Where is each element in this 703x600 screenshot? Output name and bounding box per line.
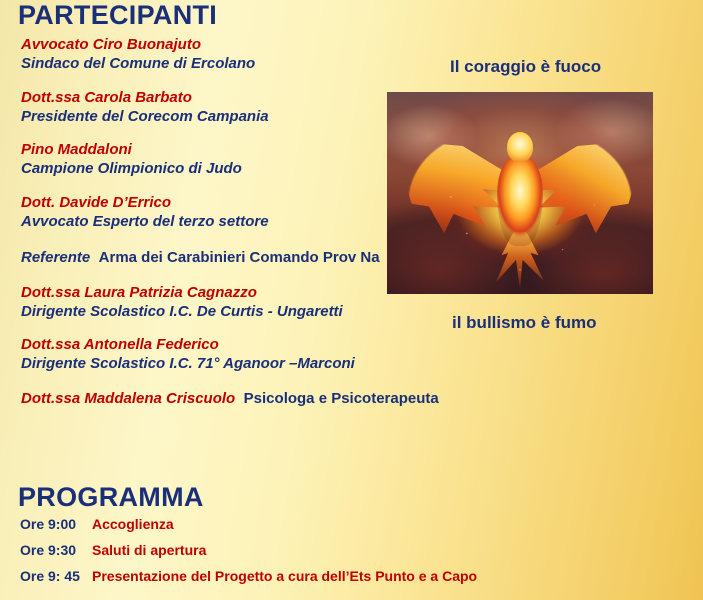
programme-row — [20, 542, 690, 568]
participant-name: Dott.ssa Maddalena Criscuolo — [21, 390, 236, 407]
list-item — [21, 336, 441, 373]
list-item — [21, 194, 441, 231]
list-item — [21, 36, 441, 73]
artwork-caption-top: Il coraggio è fuoco — [450, 57, 602, 76]
participant-name: Avvocato Ciro Buonajuto — [21, 36, 202, 53]
programme-time: Ore 9:00 — [20, 516, 77, 532]
list-item — [21, 89, 441, 126]
participant-role: Presidente del Corecom Campania — [21, 108, 269, 125]
participant-name: Dott.ssa Laura Patrizia Cagnazzo — [21, 284, 257, 301]
programme-list — [20, 516, 690, 594]
participant-name: Referente — [21, 249, 91, 266]
participant-role: Arma dei Carabinieri Comando Prov Na — [98, 249, 380, 266]
artwork-caption-bottom: il bullismo è fumo — [452, 313, 597, 332]
participant-name: Pino Maddaloni — [21, 141, 132, 158]
programme-text: Accoglienza — [92, 516, 174, 532]
participant-role: Sindaco del Comune di Ercolano — [21, 55, 256, 72]
list-item — [21, 141, 441, 178]
phoenix-illustration — [387, 92, 653, 294]
list-item — [21, 248, 441, 267]
participant-role: Psicologa e Psicoterapeuta — [243, 390, 439, 407]
list-item — [21, 389, 441, 408]
participants-list — [21, 36, 441, 421]
participant-role: Avvocato Esperto del terzo settore — [21, 213, 269, 230]
participant-role: Dirigente Scolastico I.C. 71° Aganoor –Marconi — [21, 355, 355, 372]
page-title-partecipanti: PARTECIPANTI — [18, 0, 218, 30]
participant-name: Dott.ssa Carola Barbato — [21, 89, 192, 106]
programme-row — [20, 568, 690, 594]
programme-text: Presentazione del Progetto a cura dell’Ets Punto e a Capo — [92, 568, 478, 584]
participant-name: Dott. Davide D’Errico — [21, 194, 172, 211]
list-item — [21, 284, 441, 321]
participant-role: Campione Olimpionico di Judo — [21, 160, 242, 177]
participant-name: Dott.ssa Antonella Federico — [21, 336, 219, 353]
programme-time: Ore 9:30 — [20, 542, 77, 558]
participant-role: Dirigente Scolastico I.C. De Curtis - Ungaretti — [21, 303, 343, 320]
page-title-programma: PROGRAMMA — [18, 482, 204, 512]
ember-sparks — [387, 92, 653, 294]
programme-time: Ore 9: 45 — [20, 568, 80, 584]
programme-text: Saluti di apertura — [92, 542, 207, 558]
programme-row — [20, 516, 690, 542]
